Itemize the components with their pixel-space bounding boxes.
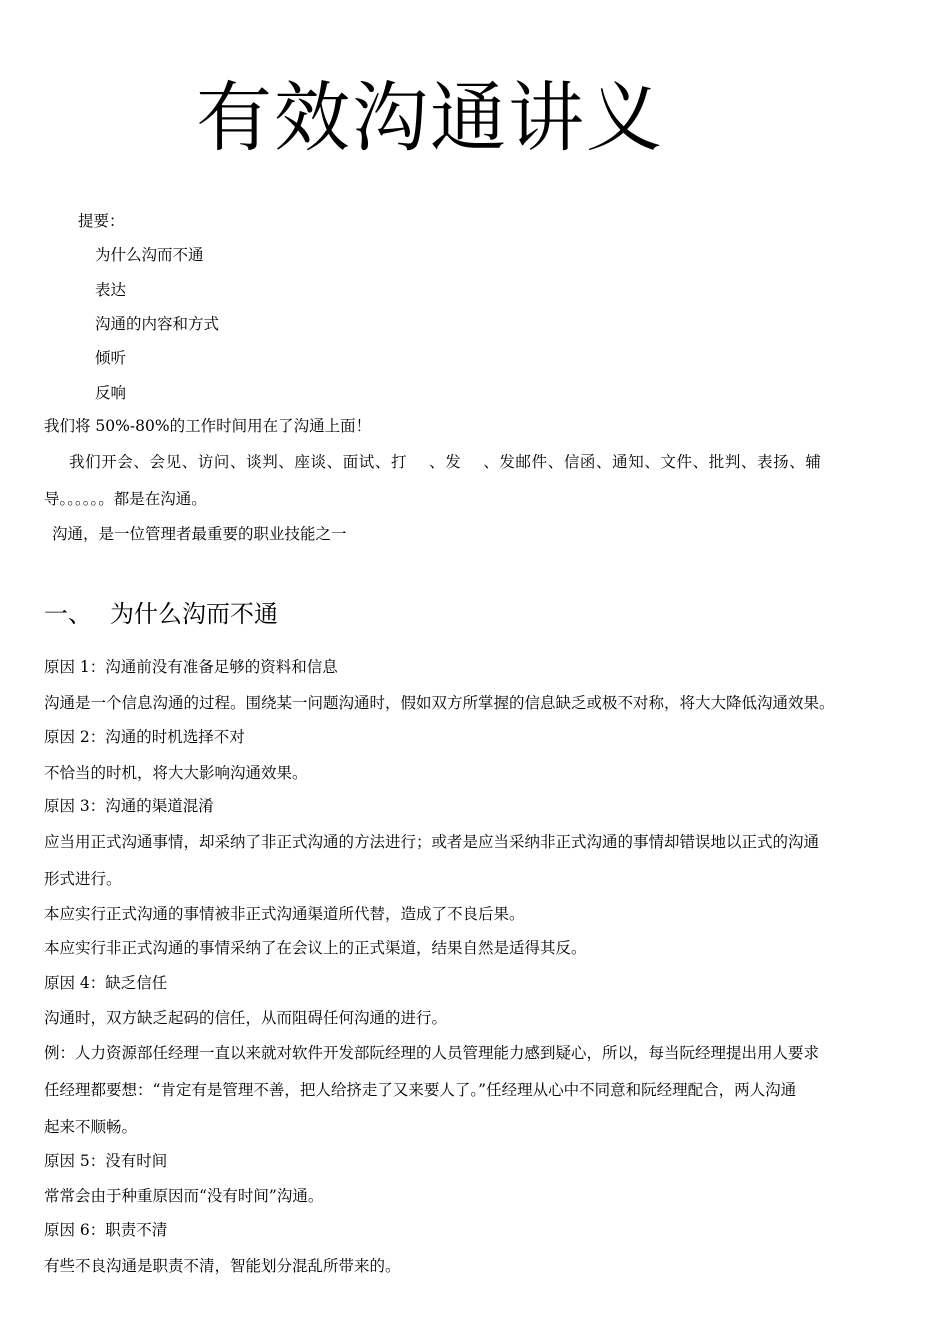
- intro-text: 、发: [429, 453, 462, 471]
- body-line: 原因 6：职责不清: [44, 1221, 168, 1239]
- body-line: 本应实行正式沟通的事情被非正式沟通渠道所代替，造成了不良后果。: [44, 905, 525, 923]
- intro-text: 我们开会、会见、访问、谈判、座谈、面试、打: [69, 453, 408, 471]
- summary-item: 表达: [95, 281, 127, 299]
- body-line: 原因 1：沟通前没有准备足够的资料和信息: [44, 658, 338, 676]
- body-line: 形式进行。: [44, 870, 122, 888]
- intro-paragraph: 导。。。。。。都是在沟通。: [44, 490, 207, 508]
- body-line: 例：人力资源部任经理一直以来就对软件开发部阮经理的人员管理能力感到疑心，所以，每当阮经理提出用人要求: [44, 1044, 820, 1062]
- body-line: 原因 3：沟通的渠道混淆: [44, 797, 214, 815]
- body-line: 原因 5：没有时间: [44, 1152, 168, 1170]
- body-line: 原因 2：沟通的时机选择不对: [44, 728, 245, 746]
- summary-item: 沟通的内容和方式: [95, 315, 220, 333]
- body-line: 本应实行非正式沟通的事情采纳了在会议上的正式渠道，结果自然是适得其反。: [44, 939, 587, 957]
- body-line: 有些不良沟通是职责不清，智能划分混乱所带来的。: [44, 1257, 401, 1275]
- intro-text: 、发邮件、信函、通知、文件、批判、表扬、辅: [483, 453, 822, 471]
- section-title: 为什么沟而不通: [110, 600, 278, 628]
- summary-label: 提要：: [78, 212, 125, 230]
- intro-paragraph: [69, 452, 821, 472]
- body-line: 沟通时，双方缺乏起码的信任，从而阻碍任何沟通的进行。: [44, 1009, 448, 1027]
- body-line: 应当用正式沟通事情，却采纳了非正式沟通的方法进行；或者是应当采纳非正式沟通的事情却错误地以正式的沟通: [44, 833, 820, 851]
- body-line: 沟通是一个信息沟通的过程。围绕某一问题沟通时，假如双方所掌握的信息缺乏或极不对称，将大大降低沟通效果。: [44, 694, 835, 712]
- body-line: 不恰当的时机，将大大影响沟通效果。: [44, 764, 308, 782]
- summary-item: 为什么沟而不通: [95, 246, 204, 264]
- intro-paragraph: 我们将 50%-80%的工作时间用在了沟通上面！: [44, 417, 372, 435]
- document-title: 有效沟通讲义: [196, 73, 664, 162]
- summary-item: 倾听: [95, 349, 127, 367]
- section-number: 一、: [44, 600, 92, 628]
- section-heading: [44, 598, 278, 630]
- body-line: 任经理都要想：“肯定有是管理不善，把人给挤走了又来要人了。”任经理从心中不同意和阮经理配合，两人沟通: [44, 1081, 797, 1099]
- body-line: 常常会由于种重原因而“没有时间”沟通。: [44, 1187, 324, 1205]
- summary-item: 反响: [95, 384, 127, 402]
- body-line: 原因 4：缺乏信任: [44, 974, 168, 992]
- body-line: 起来不顺畅。: [44, 1118, 138, 1136]
- intro-paragraph: 沟通，是一位管理者最重要的职业技能之一: [52, 525, 347, 543]
